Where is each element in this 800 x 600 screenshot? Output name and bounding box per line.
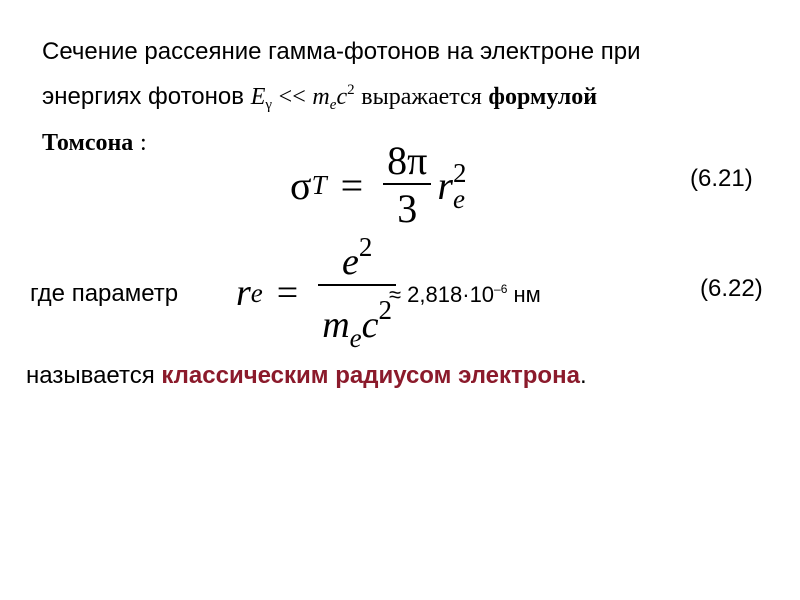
radius-denominator-c: c (361, 303, 379, 346)
thomson-r-power: 2 (452, 157, 467, 188)
thomson-r-symbol: r (437, 163, 453, 208)
intro-line-2-prefix: энергиях фотонов (42, 83, 245, 110)
radius-denominator-c-power: 2 (378, 294, 393, 325)
thomson-formula (290, 138, 466, 233)
less-than-sign: << (278, 84, 306, 110)
thomson-r-scripts (452, 157, 467, 214)
where-parameter-label: где параметр (30, 280, 179, 307)
radius-denominator-m: m (322, 303, 350, 346)
thomson-numerator: 8π (387, 137, 428, 183)
rest-mass-symbol: m (312, 84, 330, 110)
sigma-symbol: σ (290, 163, 312, 208)
intro-line-1: Сечение рассеяние гамма-фотонов на электроне при (42, 38, 641, 65)
intro-colon: : (139, 130, 147, 156)
rest-mass-subscript: e (329, 97, 337, 113)
radius-denominator-m-subscript: e (349, 322, 362, 353)
thomson-word: Томсона (42, 130, 134, 156)
conclusion-suffix: . (579, 362, 587, 389)
photon-energy-subscript: γ (265, 97, 272, 113)
thomson-fraction (383, 139, 431, 233)
speed-of-light-power: 2 (347, 82, 355, 98)
approx-value: ≈ 2,818·10 (389, 282, 495, 307)
radius-numerator-e: e (341, 240, 359, 283)
speed-of-light-symbol: c (336, 84, 348, 110)
thomson-equals: = (340, 163, 364, 208)
radius-fraction (318, 225, 396, 362)
radius-r-subscript: e (250, 277, 263, 308)
radius-equals: = (276, 272, 299, 314)
equation-number-6-21: (6.21) (690, 165, 753, 192)
photon-energy-symbol: E (250, 84, 266, 110)
radius-formula (236, 231, 402, 353)
sigma-subscript: T (311, 170, 327, 200)
radius-approx-value (389, 282, 541, 308)
radius-numerator-power: 2 (358, 231, 373, 262)
intro-line-2-suffix: выражается (361, 84, 482, 110)
conclusion-prefix: называется (26, 362, 155, 389)
radius-r-symbol: r (236, 272, 251, 314)
thomson-r-subscript: e (452, 183, 465, 214)
thomson-denominator: 3 (397, 185, 418, 231)
approx-exponent: –6 (494, 282, 508, 296)
radius-numerator (338, 225, 376, 284)
formula-word: формулой (488, 84, 598, 110)
intro-line-2 (42, 71, 762, 124)
conclusion-highlight: классическим радиусом электрона (161, 362, 580, 389)
radius-denominator (318, 286, 396, 362)
approx-unit: нм (513, 282, 541, 307)
equation-number-6-22: (6.22) (700, 275, 763, 302)
conclusion-line (26, 362, 587, 390)
